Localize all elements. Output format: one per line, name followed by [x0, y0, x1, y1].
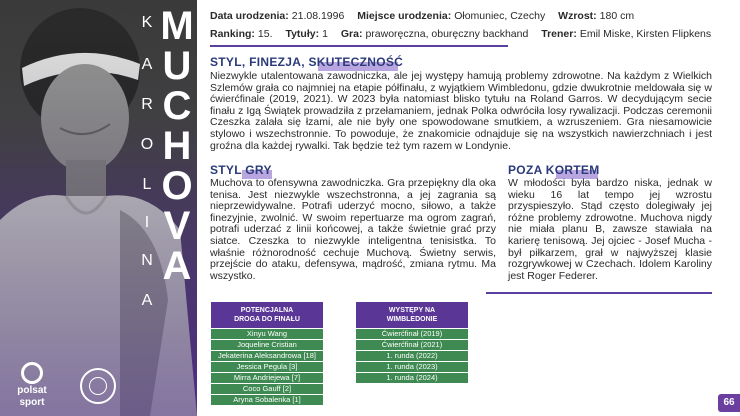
bio-row-2 — [210, 28, 711, 40]
table-row: Coco Gauff [2] — [211, 384, 323, 394]
last-name-letter: V — [163, 204, 191, 248]
off-court-section-title: POZA KORTEM — [508, 163, 600, 177]
polsat-circle-icon — [21, 362, 43, 384]
game-section-text: Muchova to ofensywna zawodniczka. Gra przepiękny dla oka tenisa. Jest niezwykle wszechstronna, a jej zagrania są nieprzewidywalne. Potrafi uderzyć mocno, siłowo, a także finezyjnie, zwolnić. W swoim repertuarze ma ogrom zagrań, potrafi uderzać z linii końcowej, a także świetnie grać przy siatce. Czeszka to niezwykle inteligentna tenisistka. To właśnie różnorodność cechuje Muchovą. Świetny serwis, przejście do ataku, defensywa, mądrość, zmiana rytmu. Ma wszystko. — [210, 177, 496, 282]
first-name-letter: I — [144, 214, 150, 231]
polsat-logo-text-2: sport — [19, 397, 45, 408]
table-row: 1. runda (2022) — [356, 351, 468, 361]
last-name-letter: M — [160, 4, 194, 48]
first-name-letter: O — [140, 136, 154, 153]
style-section-title: STYL, FINEZJA, SKUTECZNOŚĆ — [210, 55, 404, 69]
first-name-letter: N — [141, 252, 153, 269]
table-row: Aryna Sobalenka [1] — [211, 395, 323, 405]
ranking-label: Ranking: — [210, 28, 255, 40]
table-row: 1. runda (2023) — [356, 362, 468, 372]
wimbledon-logo-inner — [89, 377, 107, 395]
bio-row-1 — [210, 10, 634, 22]
last-name-letter: C — [162, 84, 192, 128]
birth-date-label: Data urodzenia: — [210, 10, 289, 22]
play-value: praworęczna, oburęczny backhand — [365, 28, 529, 40]
path-table-header — [211, 302, 323, 328]
height-label: Wzrost: — [558, 10, 597, 22]
table-row: Xinyu Wang — [211, 329, 323, 339]
off-court-section-text: W młodości była bardzo niska, jednak w wieku 16 lat tempo jej wzrostu przyspieszyło. Stąd często dolegiwały jej różne problemy zdrowotne. Muchova nigdy nie miała planu B, zawsze stawiała na karierę tenisową. Jej ojciec - Josef Mucha - był piłkarzem, grał w najwyższej klasie rozgrywkowej w Czechach. Idolem Karoliny jest Roger Federer. — [508, 177, 712, 282]
polsat-sport-logo — [12, 362, 52, 408]
coach-label: Trener: — [541, 28, 577, 40]
wimbledon-results-table — [356, 302, 468, 383]
divider-top — [210, 45, 508, 47]
table-row: 1. runda (2024) — [356, 373, 468, 383]
last-name-letter: A — [162, 244, 192, 288]
first-name-letter: L — [142, 176, 152, 193]
table-row: Ćwierćfinał (2019) — [356, 329, 468, 339]
first-name-letter: A — [141, 292, 153, 309]
wimbledon-table-title-2: WIMBLEDONIE — [386, 316, 438, 323]
player-photo-panel — [0, 0, 197, 416]
table-row: Jekaterina Aleksandrowa [18] — [211, 351, 323, 361]
path-to-final-table — [211, 302, 323, 405]
ranking-value: 15. — [257, 28, 273, 40]
titles-label: Tytuły: — [285, 28, 320, 40]
first-name-letter: A — [141, 56, 153, 73]
coach-value: Emil Miske, Kirsten Flipkens — [579, 28, 712, 40]
birth-date: 21.08.1996 — [291, 10, 345, 22]
last-name-letter: H — [162, 124, 192, 168]
table-row: Ćwierćfinał (2021) — [356, 340, 468, 350]
divider-bottom — [486, 292, 712, 294]
polsat-logo-text-1: polsat — [17, 385, 47, 396]
table-row: Mirra Andriejewa [7] — [211, 373, 323, 383]
wimbledon-table-title-1: WYSTĘPY NA — [388, 307, 436, 314]
titles-value: 1 — [322, 28, 328, 40]
wimbledon-table-header — [356, 302, 468, 328]
birth-place-label: Miejsce urodzenia: — [357, 10, 452, 22]
play-label: Gra: — [340, 28, 363, 40]
first-name-letter: R — [141, 96, 153, 113]
height-value: 180 cm — [599, 10, 635, 22]
birth-place: Ołomuniec, Czechy — [454, 10, 546, 22]
path-table-title-1: POTENCJALNA — [240, 307, 294, 314]
last-name-letter: U — [162, 44, 192, 88]
path-table-title-2: DROGA DO FINAŁU — [234, 316, 300, 323]
page-number: 66 — [718, 394, 740, 412]
last-name-letter: O — [161, 164, 193, 208]
game-section-title: STYL GRY — [210, 163, 272, 177]
table-row: Jessica Pegula [3] — [211, 362, 323, 372]
style-section-text: Niezwykle utalentowana zawodniczka, ale jej występy hamują problemy zdrowotne. Na każdym z Wielkich Szlemów grała co najmniej na etapie półfinału, z wyjątkiem Wimbledonu, gdzie dwukrotnie meldowała się w ćwierćfinale (2019, 2021). W 2023 była natomiast blisko tytułu na Roland Garros. W decydującym secie finału z Igą Świątek prowadziła z przełamaniem, jednak Polka odwróciła losy rywalizacji. Podczas ceremonii Czeszka zalała się łzami, ale nie były one spowodowane smutkiem, a wzruszeniem. Gra niesamowicie stylowo i wszechstronnie. To powoduje, że znakomicie odnajduje się na wszystkich nawierzchniach i jest groźna dla każdej rywalki. Tak będzie też tym razem w Londynie. — [210, 70, 712, 152]
wimbledon-logo-icon — [80, 368, 116, 404]
first-name-letter: K — [141, 14, 153, 31]
table-row: Joqueline Cristian — [211, 340, 323, 350]
